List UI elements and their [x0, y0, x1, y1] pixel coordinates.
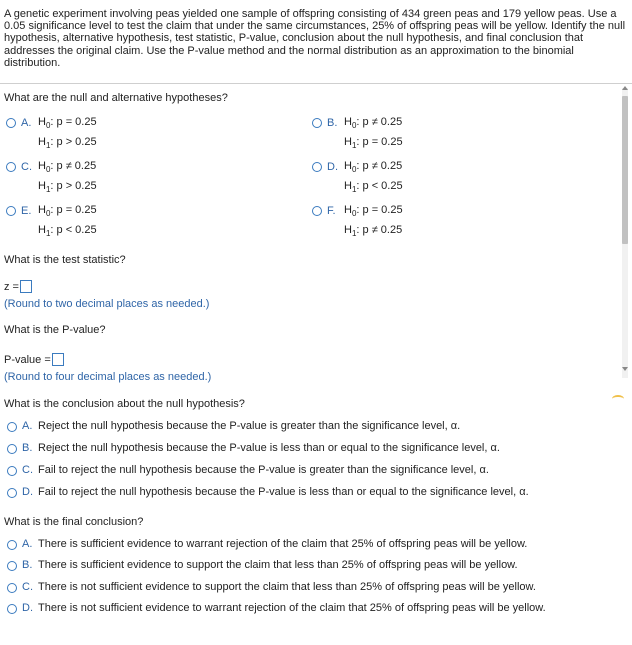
z-answer-row	[4, 280, 32, 293]
option-letter: A.	[22, 420, 33, 432]
scroll-up-icon[interactable]	[622, 86, 628, 90]
question-final-conclusion: What is the final conclusion?	[4, 516, 144, 528]
final-option-d[interactable]	[7, 602, 546, 614]
option-letter: B.	[22, 559, 33, 571]
option-letter: A.	[21, 117, 32, 129]
radio-icon[interactable]	[7, 488, 17, 498]
option-letter: C.	[22, 464, 33, 476]
scroll-down-icon[interactable]	[622, 367, 628, 371]
radio-icon[interactable]	[7, 466, 17, 476]
conclusion-option-c[interactable]	[7, 464, 489, 476]
option-letter: B.	[22, 442, 33, 454]
conclusion-option-a[interactable]	[7, 420, 460, 432]
hypothesis-pair: $H_0$: p = 0.25 $H_1$: p ≠ 0.25	[344, 204, 403, 239]
option-letter: A.	[22, 538, 33, 550]
hypothesis-pair: $H_0$: p ≠ 0.25 $H_1$: p > 0.25	[38, 160, 97, 195]
option-text: There is not sufficient evidence to support the claim that less than 25% of offspring peas will be yellow.	[38, 581, 536, 593]
question-pvalue: What is the P-value?	[4, 324, 106, 336]
option-text: There is sufficient evidence to support the claim that less than 25% of offspring peas will be yellow.	[38, 559, 518, 571]
question-hypotheses: What are the null and alternative hypotheses?	[4, 92, 228, 104]
option-letter: D.	[22, 486, 33, 498]
hyp-option-d[interactable]	[312, 161, 403, 198]
radio-icon[interactable]	[7, 540, 17, 550]
option-text: Reject the null hypothesis because the P-value is less than or equal to the significance level, α.	[38, 442, 500, 454]
option-text: There is not sufficient evidence to warrant rejection of the claim that 25% of offspring peas will be yellow.	[38, 602, 546, 614]
radio-icon[interactable]	[312, 206, 322, 216]
pvalue-label: P-value =	[4, 353, 51, 366]
z-hint: (Round to two decimal places as needed.)	[4, 298, 210, 310]
hypothesis-pair: $H_0$: p ≠ 0.25 $H_1$: p < 0.25	[344, 160, 403, 195]
option-text: Reject the null hypothesis because the P-value is greater than the significance level, α.	[38, 420, 461, 432]
pvalue-answer-row	[4, 353, 64, 366]
final-option-a[interactable]	[7, 538, 527, 550]
hypothesis-pair: $H_0$: p ≠ 0.25 $H_1$: p = 0.25	[344, 116, 403, 151]
loading-arc-icon	[612, 395, 624, 403]
radio-icon[interactable]	[312, 162, 322, 172]
radio-icon[interactable]	[6, 118, 16, 128]
scrollbar-thumb[interactable]	[622, 96, 628, 244]
hyp-option-a[interactable]	[6, 117, 97, 154]
option-letter: C.	[21, 161, 32, 173]
hypothesis-pair: $H_0$: p = 0.25 $H_1$: p < 0.25	[38, 204, 97, 239]
option-letter: D.	[327, 161, 338, 173]
hyp-option-c[interactable]	[6, 161, 97, 198]
radio-icon[interactable]	[6, 162, 16, 172]
conclusion-option-b[interactable]	[7, 442, 500, 454]
option-letter: E.	[21, 205, 32, 217]
radio-icon[interactable]	[7, 583, 17, 593]
hypothesis-pair: $H_0$: p = 0.25 $H_1$: p > 0.25	[38, 116, 97, 151]
question-test-statistic: What is the test statistic?	[4, 254, 126, 266]
radio-icon[interactable]	[6, 206, 16, 216]
question-conclusion: What is the conclusion about the null hypothesis?	[4, 398, 245, 410]
option-letter: B.	[327, 117, 338, 129]
option-text: There is sufficient evidence to warrant rejection of the claim that 25% of offspring peas will be yellow.	[38, 538, 528, 550]
hyp-option-b[interactable]	[312, 117, 403, 154]
conclusion-option-d[interactable]	[7, 486, 529, 498]
problem-statement: A genetic experiment involving peas yielded one sample of offspring consisting of 434 green peas and 179 yellow peas. Use a 0.05 significance level to test the claim that under the same circumstances, 25% of offspring peas will be yellow. Identify the null hypothesis, alternative hypothesis, test statistic, P-value, conclusion about the null hypothesis, and final conclusion that addresses the original claim. Use the P-value method and the normal distribution as an approximation to the binomial distribution.	[4, 8, 626, 69]
final-option-b[interactable]	[7, 559, 518, 571]
option-text: Fail to reject the null hypothesis because the P-value is less than or equal to the significance level, α.	[38, 486, 529, 498]
radio-icon[interactable]	[7, 561, 17, 571]
option-letter: D.	[22, 602, 33, 614]
final-option-c[interactable]	[7, 581, 536, 593]
z-input[interactable]	[20, 280, 32, 293]
option-letter: F.	[327, 205, 336, 217]
hyp-option-e[interactable]	[6, 205, 97, 242]
radio-icon[interactable]	[312, 118, 322, 128]
pvalue-hint: (Round to four decimal places as needed.)	[4, 371, 212, 383]
option-letter: C.	[22, 581, 33, 593]
z-label: z =	[4, 280, 19, 293]
question-scroll-area[interactable]	[0, 84, 632, 394]
hyp-option-f[interactable]	[312, 205, 403, 242]
option-text: Fail to reject the null hypothesis because the P-value is greater than the significance level, α.	[38, 464, 489, 476]
pvalue-input[interactable]	[52, 353, 64, 366]
radio-icon[interactable]	[7, 444, 17, 454]
radio-icon[interactable]	[7, 604, 17, 614]
radio-icon[interactable]	[7, 422, 17, 432]
